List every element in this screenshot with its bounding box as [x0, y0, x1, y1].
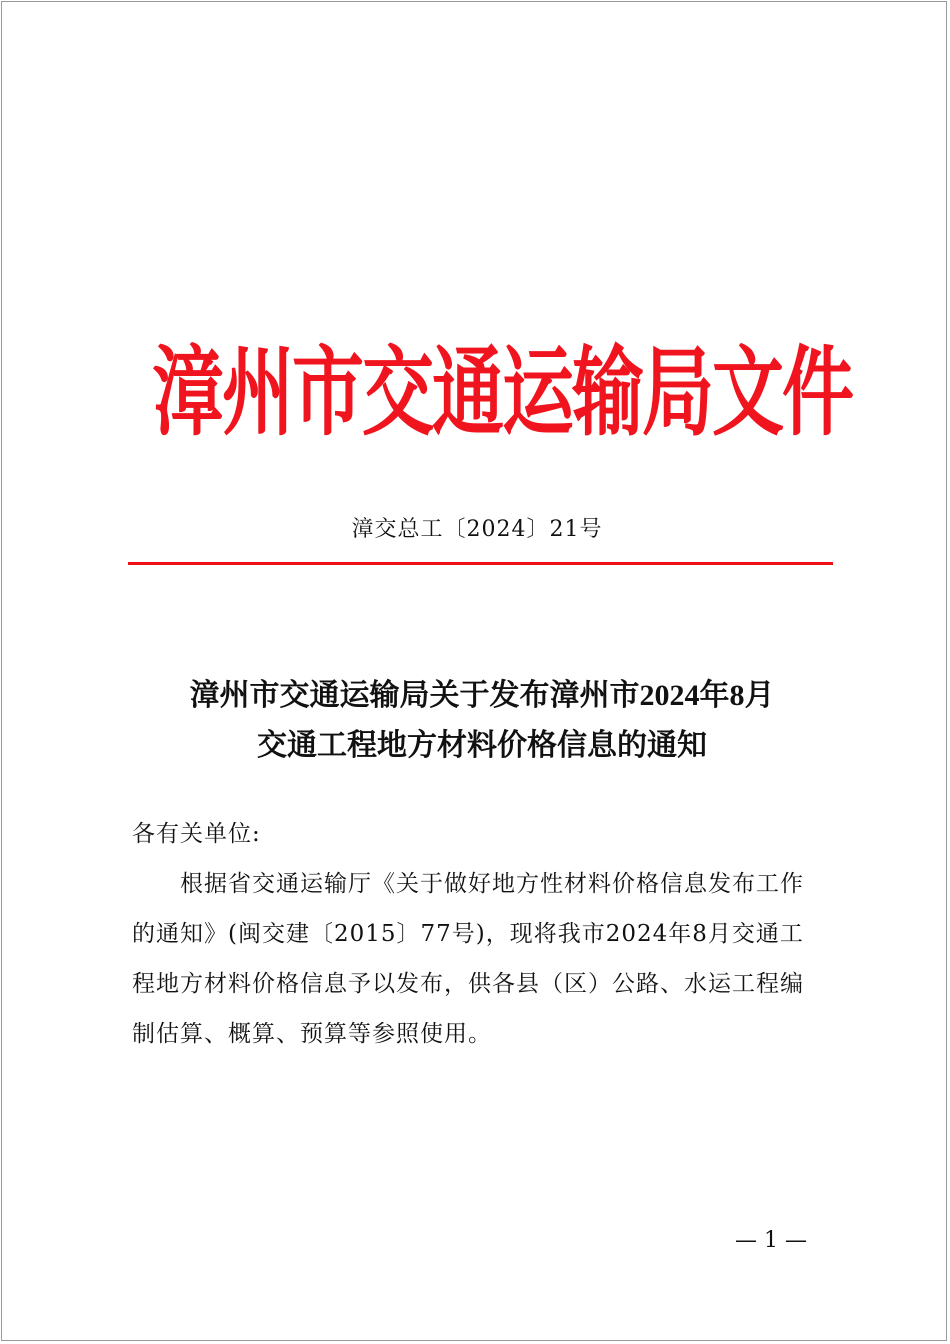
red-divider	[128, 562, 833, 565]
body-line: 的通知》(闽交建〔2015〕77号)，现将我市2024年8月交通工	[132, 921, 804, 947]
body-line: 制估算、概算、预算等参照使用。	[132, 1021, 492, 1047]
document-page	[1, 1, 947, 1341]
issuer-banner: 漳州市交通运输局文件	[152, 333, 853, 449]
page-number: — 1 —	[735, 1228, 807, 1253]
notice-title-line-2: 交通工程地方材料价格信息的通知	[257, 729, 707, 762]
notice-title-line-1: 漳州市交通运输局关于发布漳州市2024年8月	[189, 679, 775, 712]
document-number: 漳交总工〔2024〕21号	[351, 517, 603, 542]
body-line: 程地方材料价格信息予以发布，供各县（区）公路、水运工程编	[132, 971, 804, 997]
body-line: 根据省交通运输厅《关于做好地方性材料价格信息发布工作	[132, 871, 804, 897]
salutation: 各有关单位:	[132, 821, 261, 847]
